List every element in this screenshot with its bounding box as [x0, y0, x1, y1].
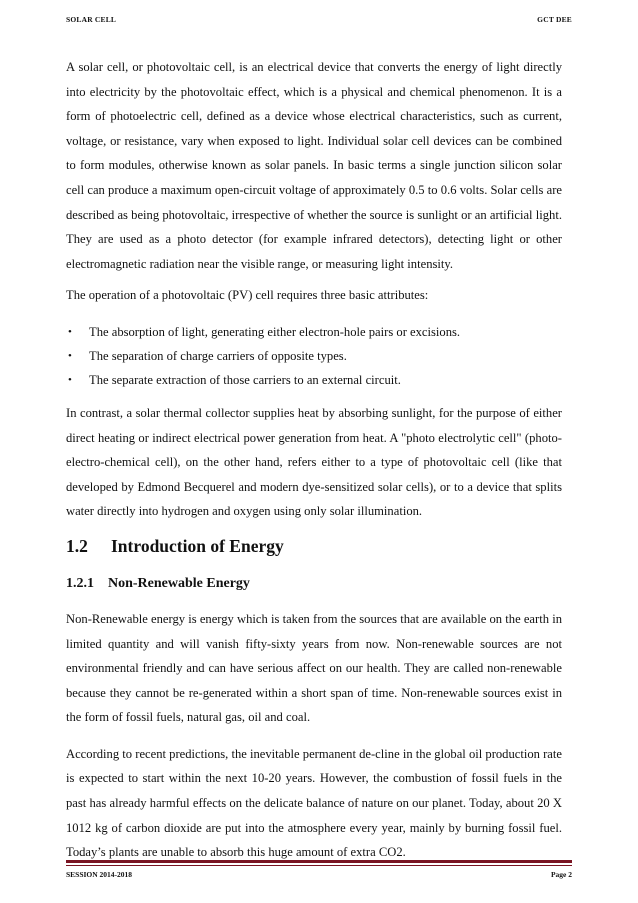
footer-rule-thin	[66, 865, 572, 866]
contrast-paragraph: In contrast, a solar thermal collector supplies heat by absorbing sunlight, for the purpose of either direct heating or indirect electrical power generation from heat. A "photo electrolytic cell" (photo-electro-chemical cell), on the other hand, refers either to a type of photovoltaic cell (like that developed by Edmond Becquerel and modern dye-sensitized solar cells), or to a device that splits water directly into hydrogen and oxygen using only solar illumination.	[66, 405, 562, 519]
page-content	[66, 55, 562, 872]
footer-session: SESSION 2014-2018	[66, 870, 133, 879]
predictions-paragraph: According to recent predictions, the inevitable permanent de-cline in the global oil production rate is expected to start within the next 10-20 years. However, the combustion of fossil fuels in the past has already harmful effects on the delicate balance of nature on our planet. Today, about 20 X 1012 kg of carbon dioxide are put into the atmosphere every year, mainly by burning fossil fuel. Today’s plants are unable to absorb this huge amount of extra CO2.	[66, 746, 562, 860]
subsection-title: Non-Renewable Energy	[108, 575, 250, 591]
bullet-icon: •	[68, 349, 72, 362]
attributes-intro: The operation of a photovoltaic (PV) cell requires three basic attributes:	[66, 288, 429, 303]
subsection-heading	[66, 573, 562, 595]
non-renewable-paragraph: Non-Renewable energy is energy which is taken from the sources that are available on the earth in limited quantity and will vanish fifty-sixty years from now. Non-renewable sources are not environmental friendly and can have serious affect on our health. They are called non-renewable because they cannot be re-generated within a short span of time. Non-renewable sources exist in the form of fossil fuels, natural gas, oil and coal.	[66, 611, 562, 725]
header-title: SOLAR CELL	[66, 15, 117, 24]
page-header	[66, 15, 572, 29]
footer-rule-thick	[66, 860, 572, 863]
list-item-text: The separate extraction of those carriers to an external circuit.	[89, 372, 401, 387]
list-item	[66, 368, 562, 392]
header-department: GCT DEE	[537, 15, 572, 24]
bullet-icon: •	[68, 325, 72, 338]
list-item	[66, 320, 562, 344]
intro-paragraph: A solar cell, or photovoltaic cell, is an electrical device that converts the energy of light directly into electricity by the photovoltaic effect, which is a physical and chemical phenomenon. It is a form of photoelectric cell, defined as a device whose electrical characteristics, such as current, voltage, or resistance, vary when exposed to light. Individual solar cell devices can be combined to form modules, otherwise known as solar panels. In basic terms a single junction silicon solar cell can produce a maximum open-circuit voltage of approximately 0.5 to 0.6 volts. Solar cells are described as being photovoltaic, irrespective of whether the source is sunlight or an artificial light. They are used as a photo detector (for example infrared detectors), detecting light or other electromagnetic radiation near the visible range, or measuring light intensity.	[66, 60, 562, 271]
page-footer	[66, 870, 572, 884]
section-heading	[66, 534, 562, 558]
subsection-number: 1.2.1	[66, 575, 94, 591]
page-number: Page 2	[550, 870, 572, 879]
section-number: 1.2	[66, 535, 88, 556]
section-title: Introduction of Energy	[111, 535, 284, 556]
bullet-icon: •	[68, 373, 72, 386]
list-item-text: The absorption of light, generating either electron-hole pairs or excisions.	[89, 324, 461, 339]
attributes-list	[66, 320, 562, 392]
list-item	[66, 344, 562, 368]
list-item-text: The separation of charge carriers of opposite types.	[89, 348, 347, 363]
